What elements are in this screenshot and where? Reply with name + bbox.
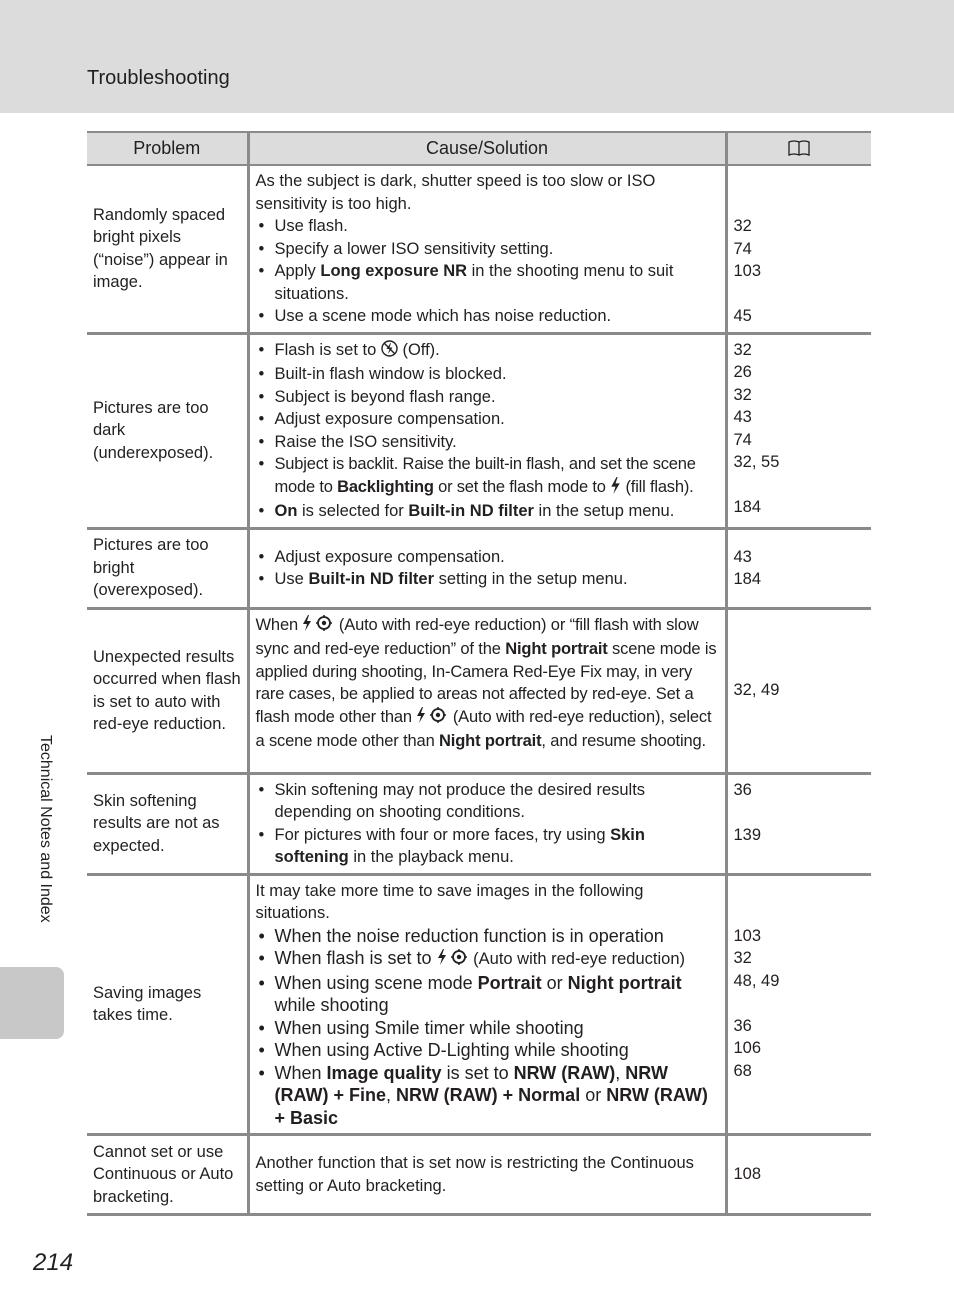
list-item: • When using Active D-Lighting while shooting: [256, 1039, 720, 1062]
flash-off-icon: [381, 340, 398, 364]
page-ref: 26: [733, 363, 752, 381]
page-ref: 32: [733, 217, 752, 235]
troubleshooting-table: [87, 131, 871, 1216]
reference-cell: [726, 773, 871, 874]
table-header-row: [87, 132, 871, 165]
list-item: • When flash is set to (Auto with red-eye reduction): [256, 947, 720, 972]
page-ref: 68: [733, 1061, 752, 1080]
page-ref: 45: [733, 307, 752, 325]
page-ref: 48, 49: [733, 971, 780, 990]
page-ref: 36: [733, 780, 752, 799]
reference-cell: [726, 874, 871, 1135]
page-ref: 74: [733, 239, 752, 258]
list-item: • Built-in flash window is blocked.: [256, 363, 720, 386]
list-item: • When using Smile timer while shooting: [256, 1017, 720, 1040]
page-ref: 184: [733, 498, 762, 516]
header-band: [0, 0, 954, 113]
list-item: • When using scene mode Portrait or Night portrait while shooting: [256, 972, 720, 1017]
list-item: • Subject is beyond flash range.: [256, 386, 720, 409]
cause-intro: As the subject is dark, shutter speed is too slow or ISO sensitivity is too high.: [255, 172, 656, 213]
reference-cell: [726, 333, 871, 528]
reference-cell: [726, 528, 871, 608]
flash-red-eye-icon: [437, 948, 469, 972]
page-ref: 103: [733, 926, 762, 945]
cause-cell: [248, 773, 726, 874]
list-item: • Adjust exposure compensation.: [256, 546, 720, 569]
problem-cell: Cannot set or use Continuous or Auto bracketing.: [87, 1135, 248, 1215]
page-ref: 43: [733, 547, 752, 566]
page-ref: 32: [733, 340, 752, 359]
reference-cell: [726, 165, 871, 333]
side-section-label: Technical Notes and Index: [37, 735, 54, 923]
list-item: • For pictures with four or more faces, try using Skin softening in the playback menu.: [256, 824, 720, 869]
page-number: 214: [33, 1249, 74, 1276]
list-item: • Apply Long exposure NR in the shooting menu to suit situations.: [256, 260, 720, 305]
page-ref: 106: [733, 1039, 762, 1057]
table-row: [87, 333, 871, 528]
reference-cell: [726, 1135, 871, 1215]
list-item: • On is selected for Built-in ND filter in the setup menu.: [256, 500, 720, 523]
reference-cell: [726, 608, 871, 773]
book-icon: [788, 139, 810, 155]
side-tab-marker: [0, 967, 64, 1039]
list-item: • Use Built-in ND filter setting in the setup menu.: [256, 568, 720, 591]
page-ref: 32: [733, 385, 752, 404]
cause-list: [256, 339, 720, 523]
table-row: [87, 874, 871, 1135]
list-item: • When the noise reduction function is in operation: [256, 925, 720, 948]
flash-fill-icon: [610, 477, 621, 501]
cause-cell: [248, 874, 726, 1135]
cause-cell: When (Auto with red-eye reduction) or “fill flash with slow sync and red-eye reduction” of the Night portrait scene mode is applied during shooting, In-Camera Red-Eye Fix may, in very rare cases, be applied to areas not affected by red-eye. Set a flash mode other than (Auto with red-eye reduction), select a scene mode other than Night portrait, and resume shooting.: [248, 608, 726, 773]
page-ref: 43: [733, 408, 752, 426]
page-ref: 103: [733, 262, 762, 280]
page-ref: 32, 49: [733, 681, 780, 700]
list-item: • When Image quality is set to NRW (RAW), NRW (RAW) + Fine, NRW (RAW) + Normal or NRW (RAW) + Basic: [256, 1062, 720, 1130]
cause-cell: [248, 165, 726, 333]
cause-list: [256, 779, 720, 869]
header-reference: [726, 132, 871, 165]
page-ref: 184: [733, 570, 762, 588]
cause-list: [256, 546, 720, 591]
cause-intro: It may take more time to save images in the following situations.: [255, 881, 644, 922]
page-ref: 139: [733, 825, 762, 844]
page-ref: 32: [733, 949, 752, 967]
table-row: [87, 773, 871, 874]
flash-red-eye-icon: [302, 614, 334, 639]
cause-cell: [248, 333, 726, 528]
page-ref: 108: [733, 1165, 762, 1184]
list-item: • Skin softening may not produce the desired results depending on shooting conditions.: [256, 779, 720, 824]
cause-list: [256, 215, 720, 328]
list-item: • Use a scene mode which has noise reduction.: [256, 305, 720, 328]
header-cause-solution: Cause/Solution: [248, 132, 726, 165]
list-item: • Adjust exposure compensation.: [256, 408, 720, 431]
problem-cell: Pictures are too bright (overexposed).: [87, 528, 248, 608]
cause-cell: [248, 528, 726, 608]
cause-cell: Another function that is set now is restricting the Continuous setting or Auto bracketing.: [248, 1135, 726, 1215]
list-item: • Specify a lower ISO sensitivity setting.: [256, 238, 720, 261]
problem-cell: Randomly spaced bright pixels (“noise”) appear in image.: [87, 165, 248, 333]
table-row: [87, 1135, 871, 1215]
list-item: • Use flash.: [256, 215, 720, 238]
list-item: • Raise the ISO sensitivity.: [256, 431, 720, 454]
table-row: [87, 528, 871, 608]
problem-cell: Skin softening results are not as expected.: [87, 773, 248, 874]
section-title: Troubleshooting: [87, 67, 230, 89]
header-problem: Problem: [87, 132, 248, 165]
table-row: [87, 608, 871, 773]
cause-list: [256, 925, 720, 1130]
problem-cell: Saving images takes time.: [87, 874, 248, 1135]
page-ref: 32, 55: [733, 453, 780, 471]
flash-red-eye-icon: [416, 706, 448, 731]
problem-cell: Unexpected results occurred when flash is set to auto with red-eye reduction.: [87, 608, 248, 773]
table-row: [87, 165, 871, 333]
page-ref: 36: [733, 1016, 752, 1035]
list-item: • Subject is backlit. Raise the built-in flash, and set the scene mode to Backlighting or set the flash mode to (fill flash).: [256, 453, 720, 500]
page-ref: 74: [733, 430, 752, 449]
problem-cell: Pictures are too dark (underexposed).: [87, 333, 248, 528]
list-item: • Flash is set to (Off).: [256, 339, 720, 364]
